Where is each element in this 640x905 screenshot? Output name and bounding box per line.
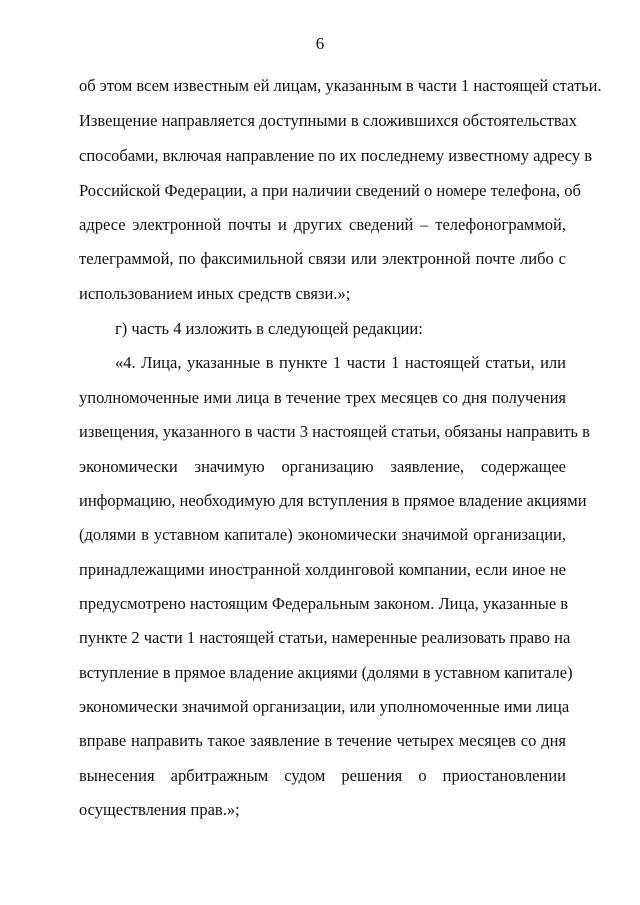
text-line: экономически значимую организацию заявление, содержащее bbox=[79, 457, 566, 476]
text-line: «4. Лица, указанные в пункте 1 части 1 настоящей статьи, или bbox=[115, 353, 566, 372]
text-line: извещения, указанного в части 3 настоящей статьи, обязаны направить в bbox=[79, 422, 590, 441]
text-line: использованием иных средств связи.»; bbox=[79, 284, 351, 303]
text-line: (долями в уставном капитале) экономически значимой организации, bbox=[79, 525, 566, 544]
text-line: вынесения арбитражным судом решения о приостановлении bbox=[79, 766, 566, 785]
text-line: экономически значимой организации, или уполномоченные ими лица bbox=[79, 697, 570, 716]
text-line: принадлежащими иностранной холдинговой компании, если иное не bbox=[79, 560, 566, 579]
text-line: Извещение направляется доступными в сложившихся обстоятельствах bbox=[79, 111, 578, 130]
text-line: осуществления прав.»; bbox=[79, 800, 240, 819]
page-number: 6 bbox=[315, 34, 325, 53]
text-line: Российской Федерации, а при наличии сведений о номере телефона, об bbox=[79, 181, 581, 200]
text-line: об этом всем известным ей лицам, указанным в части 1 настоящей статьи. bbox=[79, 76, 602, 95]
text-line: адресе электронной почты и других сведений – телефонограммой, bbox=[79, 215, 566, 234]
text-line: предусмотрено настоящим Федеральным законом. Лица, указанные в bbox=[79, 594, 569, 613]
text-line: г) часть 4 изложить в следующей редакции: bbox=[115, 319, 423, 338]
text-line: информацию, необходимую для вступления в прямое владение акциями bbox=[79, 491, 587, 510]
text-line: уполномоченные ими лица в течение трех месяцев со дня получения bbox=[79, 388, 566, 407]
text-line: пункте 2 части 1 настоящей статьи, намеренные реализовать право на bbox=[79, 628, 571, 647]
text-line: вправе направить такое заявление в течение четырех месяцев со дня bbox=[79, 731, 566, 750]
text-line: вступление в прямое владение акциями (долями в уставном капитале) bbox=[79, 663, 573, 682]
text-line: способами, включая направление по их последнему известному адресу в bbox=[79, 146, 593, 165]
text-line: телеграммой, по факсимильной связи или электронной почте либо с bbox=[79, 249, 566, 268]
